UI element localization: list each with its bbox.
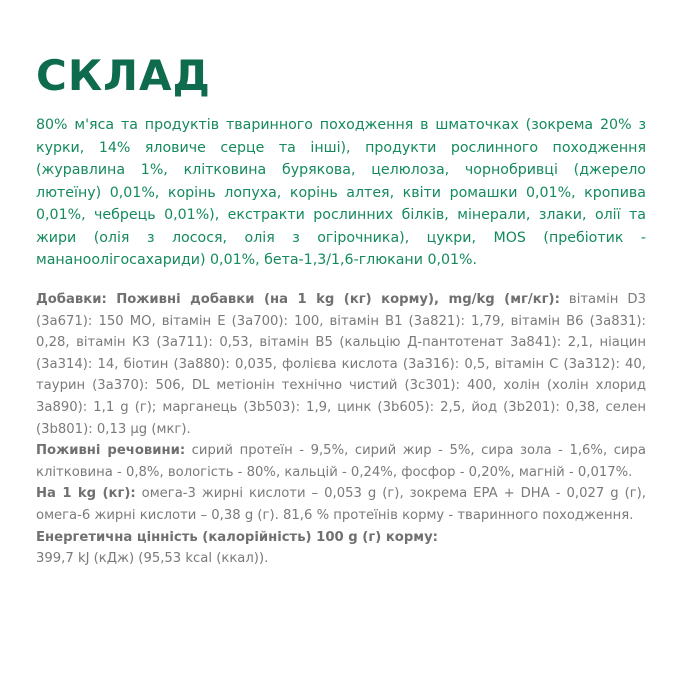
energy-label-line	[36, 527, 646, 549]
nutrients-text: сирий протеїн - 9,5%, сирий жир - 5%, сира зола - 1,6%, сира клітковина - 0,8%, вологість - 80%, кальцій - 0,24%, фосфор - 0,20%, магній - 0,017%.	[36, 443, 646, 480]
nutrients-label: Поживні речовини:	[36, 443, 186, 459]
per-kg-label: На 1 kg (кг):	[36, 486, 136, 502]
energy-value: 399,7 kJ (кДж) (95,53 kcal (ккал)).	[36, 551, 269, 567]
energy-label: Енергетична цінність (калорійність) 100 g (г) корму:	[36, 529, 438, 545]
composition-text: 80% м'яса та продуктів тваринного походження в шматочках (зокрема 20% з курки, 14% яловиче серце та інші), продукти рослинного походження (журавлина 1%, клітковина бурякова, целюлоза, чорнобривці (джерело лютеїну) 0,01%, корінь лопуха, корінь алтея, квіти ромашки 0,01%, кропива 0,01%, чебрець 0,01%), екстракти рослинних білків, мінерали, злаки, олії та жири (олія з лосося, олія з огірочника), цукри, MOS (пребіотик - мананоолігосахариди) 0,01%, бета-1,3/1,6-глюкани 0,01%.	[36, 117, 646, 268]
additives-text: вітамін D3 (3a671): 150 МО, вітамін Е (3a700): 100, вітамін В1 (3a821): 1,79, вітамін В6 (3a831): 0,28, вітамін К3 (3a711): 0,53, вітамін В5 (кальцію Д-пантотенат 3a841): 2,1, ніацин (3a314): 14, біотин (3a880): 0,035, фолієва кислота (3a316): 0,5, вітамін С (3a312): 40, таурин (3a370): 506, DL метіонін технічно чистий (3c301): 400, холін (холін хлорид 3a890): 1,1 g (г); марганець (3b503): 1,9, цинк (3b605): 2,5, йод (3b201): 0,38, селен (3b801): 0,13 µg (мкг).	[36, 292, 646, 437]
nutrients-paragraph	[36, 440, 646, 483]
nutrition-details	[36, 289, 646, 570]
additives-paragraph	[36, 289, 646, 440]
additives-label: Добавки: Поживні добавки (на 1 kg (кг) корму), mg/kg (мг/кг):	[36, 292, 560, 307]
per-kg-text: омега-3 жирні кислоти – 0,053 g (г), зокрема EPA + DHA - 0,027 g (г), омега-6 жирні кислоти – 0,38 g (г). 81,6 % протеїнів корму - тваринного походження.	[36, 486, 646, 523]
energy-value-line	[36, 548, 646, 570]
page-title: СКЛАД	[36, 51, 211, 100]
per-kg-paragraph	[36, 483, 646, 526]
